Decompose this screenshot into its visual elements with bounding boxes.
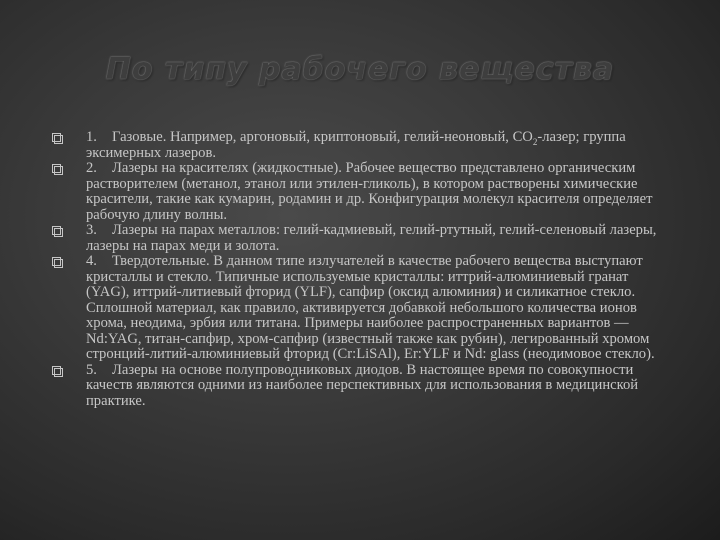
- list-item: [52, 161, 674, 223]
- item-text: Твердотельные. В данном типе излучателей в качестве рабочего вещества выступают кристаллы и стекло. Типичные используемые кристаллы: иттрий-алюминиевый гранат (YAG), иттрий-литиевый фторид (YLF), сапфир (оксид алюминия) и силикатное стекло. Сплошной материал, как правило, активируется добавкой небольшого количества ионов хрома, неодима, эрбия или титана. Примеры наиболее распространенных вариантов — Nd:YAG, титан-сапфир, хром-сапфир (известный также как рубин), легированный хромом стронций-литий-алюминиевый фторид (Cr:LiSAl), Er:YLF и Nd: glass (неодимовое стекло).: [86, 253, 655, 362]
- item-number: 4.: [86, 253, 97, 269]
- item-number: 5.: [86, 361, 97, 378]
- item-subscript: 2: [532, 136, 538, 147]
- checkbox-square-icon: [52, 133, 63, 144]
- checkbox-square-icon: [52, 257, 63, 268]
- list-item: [52, 363, 674, 410]
- list-item: [52, 130, 674, 161]
- list-item: [52, 223, 674, 254]
- checkbox-square-icon: [52, 226, 63, 237]
- item-text: Газовые. Например, аргоновый, криптоновый, гелий-неоновый, CO: [112, 129, 533, 145]
- item-text: Лазеры на основе полупроводниковых диодов. В настоящее время по совокупности качеств являются одними из наиболее перспективных для использования в медицинской практике.: [86, 361, 639, 409]
- item-text: Лазеры на парах металлов: гелий-кадмиевый, гелий-ртутный, гелий-селеновый лазеры, лазеры на парах меди и золота.: [86, 222, 657, 254]
- item-text: Лазеры на красителях (жидкостные). Рабочее вещество представлено органическим растворителем (метанол, этанол или этилен-гликоль), в котором растворены химические красители, такие как кумарин, родамин и др. Конфигурация молекул красителя определяет рабочую длину волны.: [86, 160, 653, 223]
- item-number: 3.: [86, 222, 97, 238]
- slide-title: По типу рабочего вещества: [105, 52, 615, 87]
- list-item: [52, 254, 674, 363]
- bullet-list: [52, 130, 674, 409]
- item-number: 2.: [86, 160, 97, 176]
- checkbox-square-icon: [52, 366, 63, 377]
- item-text-cont: -лазер; группа эксимерных лазеров.: [86, 129, 626, 161]
- item-number: 1.: [86, 129, 97, 145]
- checkbox-square-icon: [52, 164, 63, 175]
